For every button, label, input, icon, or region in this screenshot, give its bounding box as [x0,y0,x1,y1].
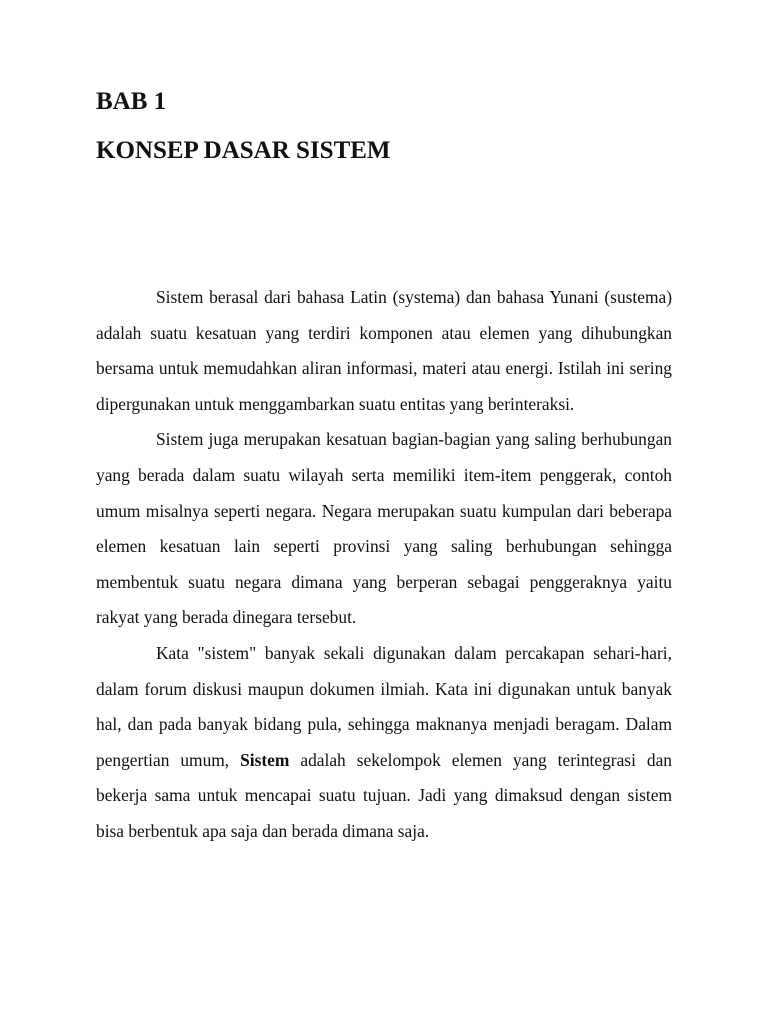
paragraph-2-text: Sistem juga merupakan kesatuan bagian-bagian yang saling berhubungan yang berada dalam suatu wilayah serta memiliki item-item penggerak, contoh umum misalnya seperti negara. Negara merupakan suatu kumpulan dari beberapa elemen kesatuan lain seperti provinsi yang saling berhubungan sehingga membentuk suatu negara dimana yang berperan sebagai penggeraknya yaitu rakyat yang berada dinegara tersebut. [96,429,672,628]
paragraph-2 [96,422,672,636]
paragraph-1 [96,280,672,422]
body-text [96,280,672,850]
chapter-number: BAB 1 [96,88,167,115]
paragraph-3 [96,636,672,850]
paragraph-3-bold-term: Sistem [240,749,290,770]
paragraph-3-text-before: Kata "sistem" banyak sekali digunakan dalam percakapan sehari-hari, dalam forum diskusi maupun dokumen ilmiah. Kata ini digunakan untuk banyak hal, dan pada banyak bidang pula, sehingga maknanya menjadi beragam. Dalam pengertian umum, [96,642,672,770]
paragraph-1-text: Sistem berasal dari bahasa Latin (systema) dan bahasa Yunani (sustema) adalah suatu kesatuan yang terdiri komponen atau elemen yang dihubungkan bersama untuk memudahkan aliran informasi, materi atau energi. Istilah ini sering dipergunakan untuk menggambarkan suatu entitas yang berinteraksi. [96,287,672,414]
chapter-title: KONSEP DASAR SISTEM [96,137,391,164]
paragraph-3-text-after: adalah sekelompok elemen yang terintegrasi dan bekerja sama untuk mencapai suatu tujuan. Jadi yang dimaksud dengan sistem bisa berbentuk apa saja dan berada dimana saja. [96,749,672,841]
